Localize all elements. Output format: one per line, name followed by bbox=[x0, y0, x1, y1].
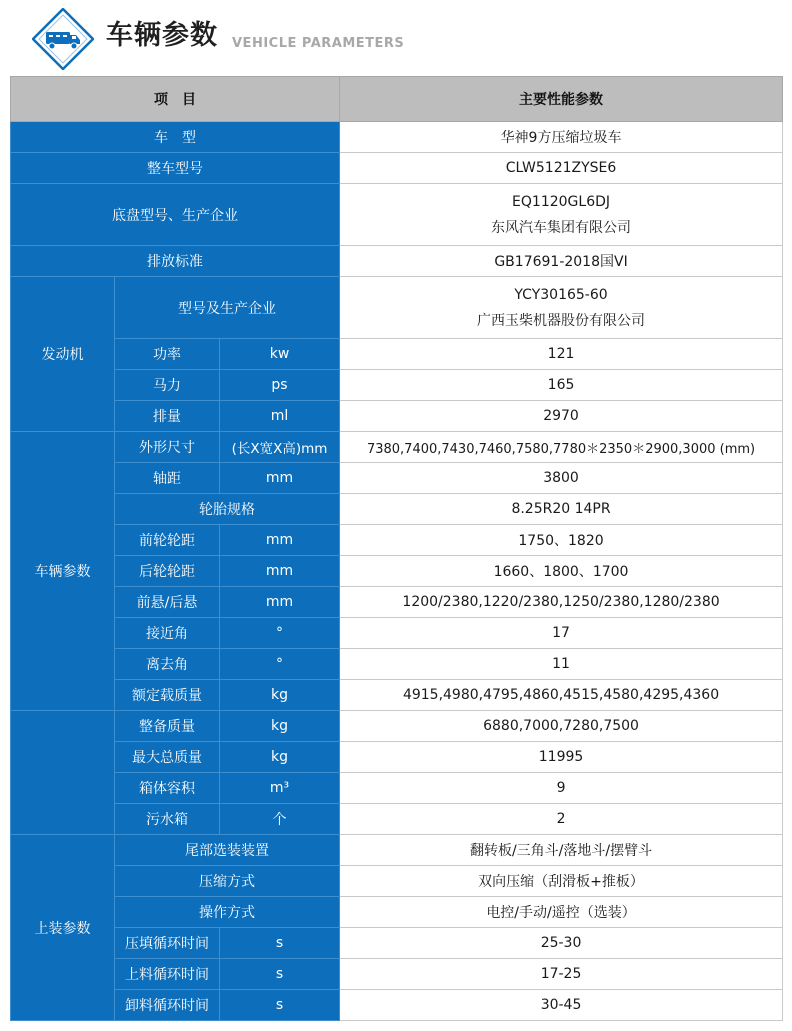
row-value-engine-model bbox=[340, 277, 783, 339]
row-label-engine-model: 型号及生产企业 bbox=[115, 277, 340, 339]
row-unit-departure-angle: ° bbox=[220, 649, 340, 680]
table-row bbox=[11, 153, 783, 184]
row-label-approach-angle: 接近角 bbox=[115, 618, 220, 649]
row-label-rear-track: 后轮轮距 bbox=[115, 556, 220, 587]
table-row bbox=[11, 184, 783, 246]
row-label-sewage-tank: 污水箱 bbox=[115, 804, 220, 835]
table-header-row bbox=[11, 77, 783, 122]
row-label-box-volume: 箱体容积 bbox=[115, 773, 220, 804]
table-row bbox=[11, 494, 783, 525]
row-value-departure-angle: 11 bbox=[340, 649, 783, 680]
row-unit-rear-track: mm bbox=[220, 556, 340, 587]
row-unit-unload-cycle: s bbox=[220, 990, 340, 1021]
row-label-curb-weight: 整备质量 bbox=[115, 711, 220, 742]
table-row bbox=[11, 339, 783, 370]
row-value-front-track: 1750、1820 bbox=[340, 525, 783, 556]
row-label-model-no: 整车型号 bbox=[11, 153, 340, 184]
row-value-approach-angle: 17 bbox=[340, 618, 783, 649]
truck-logo-icon bbox=[32, 8, 94, 70]
page-subtitle: VEHICLE PARAMETERS bbox=[232, 36, 405, 51]
table-row bbox=[11, 618, 783, 649]
row-label-compression: 压缩方式 bbox=[115, 866, 340, 897]
table-row bbox=[11, 866, 783, 897]
row-label-emission: 排放标准 bbox=[11, 246, 340, 277]
row-label-tail-device: 尾部选装装置 bbox=[115, 835, 340, 866]
row-value-wheelbase: 3800 bbox=[340, 463, 783, 494]
table-row bbox=[11, 990, 783, 1021]
table-row bbox=[11, 401, 783, 432]
row-label-operation: 操作方式 bbox=[115, 897, 340, 928]
group-label-engine: 发动机 bbox=[11, 277, 115, 432]
row-value-box-volume: 9 bbox=[340, 773, 783, 804]
row-unit-approach-angle: ° bbox=[220, 618, 340, 649]
row-value-unload-cycle: 30-45 bbox=[340, 990, 783, 1021]
row-label-gross-weight: 最大总质量 bbox=[115, 742, 220, 773]
table-row bbox=[11, 432, 783, 463]
row-value-overhang: 1200/2380,1220/2380,1250/2380,1280/2380 bbox=[340, 587, 783, 618]
row-label-horsepower: 马力 bbox=[115, 370, 220, 401]
row-value-vehicle-type: 华神9方压缩垃圾车 bbox=[340, 122, 783, 153]
row-label-load-cycle: 上料循环时间 bbox=[115, 959, 220, 990]
engine-model: YCY30165-60 bbox=[514, 286, 608, 303]
table-row bbox=[11, 959, 783, 990]
row-unit-sewage-tank: 个 bbox=[220, 804, 340, 835]
table-row bbox=[11, 525, 783, 556]
group-label-upper: 上装参数 bbox=[11, 835, 115, 1021]
row-label-chassis: 底盘型号、生产企业 bbox=[11, 184, 340, 246]
engine-maker: 广西玉柴机器股份有限公司 bbox=[477, 312, 646, 329]
row-value-displacement: 2970 bbox=[340, 401, 783, 432]
row-unit-fill-cycle: s bbox=[220, 928, 340, 959]
row-value-tail-device: 翻转板/三角斗/落地斗/摆臂斗 bbox=[340, 835, 783, 866]
row-value-operation: 电控/手动/遥控（选装） bbox=[340, 897, 783, 928]
group-label-vehicle: 车辆参数 bbox=[11, 432, 115, 711]
row-value-load-cycle: 17-25 bbox=[340, 959, 783, 990]
table-row bbox=[11, 897, 783, 928]
row-label-fill-cycle: 压填循环时间 bbox=[115, 928, 220, 959]
row-unit-horsepower: ps bbox=[220, 370, 340, 401]
row-value-sewage-tank: 2 bbox=[340, 804, 783, 835]
row-unit-front-track: mm bbox=[220, 525, 340, 556]
row-value-horsepower: 165 bbox=[340, 370, 783, 401]
table-row bbox=[11, 928, 783, 959]
row-value-rated-load: 4915,4980,4795,4860,4515,4580,4295,4360 bbox=[340, 680, 783, 711]
row-unit-power: kw bbox=[220, 339, 340, 370]
chassis-model: EQ1120GL6DJ bbox=[512, 193, 611, 210]
table-row bbox=[11, 277, 783, 339]
row-value-compression: 双向压缩（刮滑板+推板） bbox=[340, 866, 783, 897]
group-label-empty bbox=[11, 711, 115, 835]
row-label-power: 功率 bbox=[115, 339, 220, 370]
row-label-wheelbase: 轴距 bbox=[115, 463, 220, 494]
row-label-rated-load: 额定载质量 bbox=[115, 680, 220, 711]
row-label-front-track: 前轮轮距 bbox=[115, 525, 220, 556]
row-label-displacement: 排量 bbox=[115, 401, 220, 432]
row-value-tire: 8.25R20 14PR bbox=[340, 494, 783, 525]
table-row bbox=[11, 556, 783, 587]
row-unit-wheelbase: mm bbox=[220, 463, 340, 494]
table-row bbox=[11, 649, 783, 680]
row-unit-dimensions: (长X宽X高)mm bbox=[220, 432, 340, 463]
row-unit-displacement: ml bbox=[220, 401, 340, 432]
row-label-tire: 轮胎规格 bbox=[115, 494, 340, 525]
row-label-departure-angle: 离去角 bbox=[115, 649, 220, 680]
table-row bbox=[11, 835, 783, 866]
table-row bbox=[11, 742, 783, 773]
row-unit-rated-load: kg bbox=[220, 680, 340, 711]
table-row bbox=[11, 370, 783, 401]
row-value-power: 121 bbox=[340, 339, 783, 370]
chassis-maker: 东风汽车集团有限公司 bbox=[491, 219, 632, 236]
row-unit-load-cycle: s bbox=[220, 959, 340, 990]
row-value-rear-track: 1660、1800、1700 bbox=[340, 556, 783, 587]
row-label-unload-cycle: 卸料循环时间 bbox=[115, 990, 220, 1021]
table-row bbox=[11, 804, 783, 835]
table-row bbox=[11, 463, 783, 494]
spec-table bbox=[10, 76, 783, 1021]
row-value-curb-weight: 6880,7000,7280,7500 bbox=[340, 711, 783, 742]
column-header-item: 项 目 bbox=[11, 77, 340, 122]
page-header bbox=[0, 0, 792, 76]
row-unit-overhang: mm bbox=[220, 587, 340, 618]
row-value-chassis bbox=[340, 184, 783, 246]
row-value-fill-cycle: 25-30 bbox=[340, 928, 783, 959]
row-value-gross-weight: 11995 bbox=[340, 742, 783, 773]
table-row bbox=[11, 587, 783, 618]
row-label-vehicle-type: 车 型 bbox=[11, 122, 340, 153]
table-row bbox=[11, 773, 783, 804]
table-row bbox=[11, 246, 783, 277]
table-row bbox=[11, 122, 783, 153]
row-label-overhang: 前悬/后悬 bbox=[115, 587, 220, 618]
row-unit-curb-weight: kg bbox=[220, 711, 340, 742]
row-value-emission: GB17691-2018国VI bbox=[340, 246, 783, 277]
row-value-model-no: CLW5121ZYSE6 bbox=[340, 153, 783, 184]
row-value-dimensions: 7380,7400,7430,7460,7580,7780＊2350＊2900,3000 (mm) bbox=[340, 432, 783, 463]
column-header-value: 主要性能参数 bbox=[340, 77, 783, 122]
row-unit-gross-weight: kg bbox=[220, 742, 340, 773]
table-row bbox=[11, 711, 783, 742]
row-unit-box-volume: m³ bbox=[220, 773, 340, 804]
page-title: 车辆参数 bbox=[106, 20, 218, 51]
row-label-dimensions: 外形尺寸 bbox=[115, 432, 220, 463]
table-row bbox=[11, 680, 783, 711]
